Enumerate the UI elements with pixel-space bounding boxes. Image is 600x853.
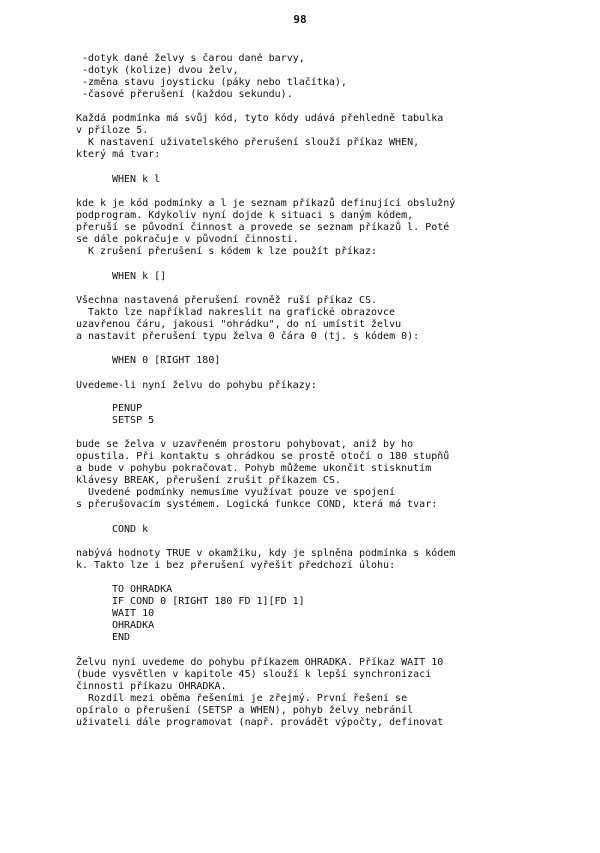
text-line: Rozdíl mezi oběma řešeními je zřejmý. První řešení se [88,693,408,704]
text-line: se dále pokračuje v původní činnosti. [76,234,299,245]
bullet-item: -změna stavu joysticku (páky nebo tlačítka), [82,77,347,88]
text-line: K zrušení přerušení s kódem k lze použít příkaz: [88,246,377,257]
code-line: TO OHRADKA [112,584,173,595]
text-line: uživateli dále programovat (např. provádět výpočty, definovat [76,717,444,728]
text-line: a bude v pohybu pokračovat. Pohyb můžeme ukončit stisknutím [76,463,432,474]
text-line: přeruší se původní činnost a provede se seznam příkazů l. Poté [76,222,450,233]
text-line: k. Takto lze i bez přerušení vyřešit předchozí úlohu: [76,560,396,571]
code-line: PENUP [112,403,143,414]
text-line: činnosti příkazu OHRADKA. [76,681,227,692]
text-line: který má tvar: [76,149,161,160]
code-line: OHRADKA [112,620,155,631]
text-line: uzavřenou čáru, jakousi "ohrádku", do ní umístit želvu [76,319,402,330]
code-line: WHEN k [] [112,271,167,282]
text-line: Želvu nyní uvedeme do pohybu příkazem OHRADKA. Příkaz WAIT 10 [76,657,444,668]
text-line: opustila. Při kontaktu s ohrádkou se prostě otočí o 180 stupňů [76,451,450,462]
code-line: SETSP 5 [112,415,155,426]
text-line: s přerušovacím systémem. Logická funkce COND, která má tvar: [76,499,438,510]
code-line: IF COND 0 [RIGHT 180 FD 1][FD 1] [112,596,305,607]
text-line: v příloze 5. [76,125,149,136]
code-line: END [112,632,131,643]
text-line: Takto lze například nakreslit na grafické obrazovce [88,307,396,318]
code-line: WHEN 0 [RIGHT 180] [112,355,221,366]
bullet-item: -dotyk dané želvy s čarou dané barvy, [82,53,305,64]
code-line: COND k [112,524,149,535]
text-line: (bude vysvětlen v kapitole 45) slouží k lepší synchronizaci [76,669,432,680]
code-line: WAIT 10 [112,608,155,619]
text-line: klávesy BREAK, přerušení zrušit příkazem CS. [76,475,341,486]
page-number: 98 [293,13,307,26]
text-line: Všechna nastavená přerušení rovněž ruší příkaz CS. [76,295,378,306]
bullet-item: -dotyk (kolize) dvou želv, [82,65,239,76]
text-line: opíralo o přerušení (SETSP a WHEN), pohyb želvy nebránil [76,705,414,716]
bullet-item: -časové přerušení (každou sekundu). [82,89,293,100]
text-line: Uvedené podmínky nemusíme využívat pouze ve spojení [88,487,396,498]
text-line: K nastavení uživatelského přerušení slouží příkaz WHEN, [88,137,420,148]
text-line: a nastavit přerušení typu želva 0 čára 0 (tj. s kódem 0): [76,331,420,342]
code-line: WHEN k l [112,174,161,185]
text-line: podprogram. Kdykoliv nyní dojde k situaci s daným kódem, [76,210,414,221]
text-line: bude se želva v uzavřeném prostoru pohybovat, aniž by ho [76,439,414,450]
text-line: Každá podmínka má svůj kód, tyto kódy udává přehledně tabulka [76,113,444,124]
text-line: nabývá hodnoty TRUE v okamžiku, kdy je splněna podmínka s kódem [76,548,456,559]
text-line: Uvedeme-li nyní želvu do pohybu příkazy: [76,380,317,391]
text-line: kde k je kód podmínky a l je seznam příkazů definující obslužný [76,198,456,209]
